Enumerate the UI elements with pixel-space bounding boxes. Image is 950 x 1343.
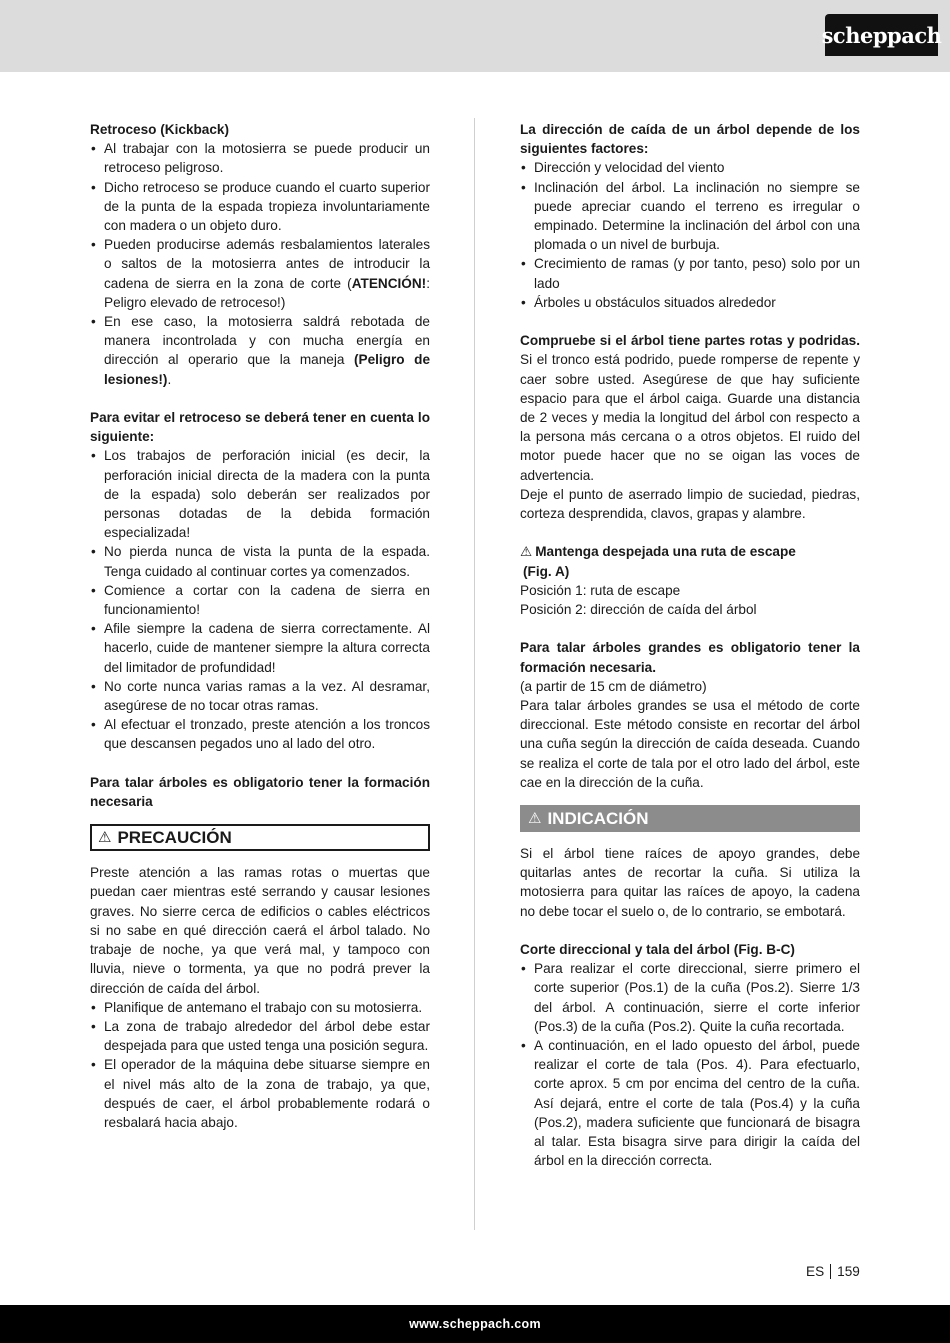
- felling-training-heading: Para talar árboles es obligatorio tener la formación necesaria: [90, 774, 430, 810]
- list-item: • El operador de la máquina debe situarse siempre en el nivel más alto de la zona de trabajo, ya que, después de caer, el árbol probablemente rodará o resbalará hacia abajo.: [91, 1057, 430, 1130]
- position-2-text: Posición 2: dirección de caída del árbol: [520, 602, 757, 618]
- caution-box: [90, 824, 430, 851]
- clean-cut-paragraph: Deje el punto de aserrado limpio de suciedad, piedras, corteza desprendida, clavos, grapas y alambre.: [520, 486, 860, 522]
- list-item: • Pueden producirse además resbalamientos laterales o saltos de la motosierra antes de introducir la cadena de sierra en la zona de corte (ATENCIÓN!: Peligro elevado de retroceso!): [91, 237, 430, 310]
- large-trees-diameter: (a partir de 15 cm de diámetro): [520, 678, 707, 694]
- list-item: • Para realizar el corte direccional, sierre primero el corte superior (Pos.1) de la cuña (Pos.2). Sierre 1/3 del árbol. A continuación, sierre el corte inferior (Pos.3) de la cuña (Pos.2). Quite la cuña recortada.: [521, 961, 860, 1034]
- warning-triangle-icon: ⚠: [528, 809, 542, 827]
- position-1-text: Posición 1: ruta de escape: [520, 582, 681, 598]
- directional-cut-list: [520, 959, 860, 1170]
- list-item: • Al efectuar el tronzado, preste atención a los troncos que descansen pegados uno al lado del otro.: [91, 717, 430, 752]
- fall-direction-heading: La dirección de caída de un árbol depende de los siguientes factores:: [520, 122, 860, 157]
- large-trees-heading: Para talar árboles grandes es obligatorio tener la formación necesaria.: [520, 640, 860, 675]
- list-item: • Comience a cortar con la cadena de sierra en funcionamiento!: [91, 582, 430, 618]
- directional-cut-heading: Corte direccional y tala del árbol (Fig. B-C): [520, 942, 795, 958]
- list-item: • No corte nunca varias ramas a la vez. Al desramar, asegúrese de no tocar otras ramas.: [91, 678, 430, 714]
- list-item: • Árboles u obstáculos situados alrededor: [521, 294, 776, 310]
- footer-band: [0, 1305, 950, 1343]
- list-item: • Los trabajos de perforación inicial (es decir, la perforación inicial directa de la madera con la punta de la espada) solo deberán ser realizados por personas dotadas de la debida formación especializada!: [91, 448, 430, 541]
- list-item: • Afile siempre la cadena de sierra correctamente. Al hacerlo, cuide de mantener siempre la altura correcta del limitador de profundidad!: [91, 621, 430, 675]
- logo-text: scheppach: [821, 22, 942, 48]
- header-band: [0, 0, 950, 72]
- caution-label: PRECAUCIÓN: [117, 828, 232, 848]
- escape-route-figure: (Fig. A): [523, 563, 570, 579]
- website-url: www.scheppach.com: [409, 1317, 541, 1331]
- list-item: • Dirección y velocidad del viento: [521, 160, 725, 176]
- language-code: ES: [806, 1264, 825, 1279]
- note-text: Si el árbol tiene raíces de apoyo grandes, debe quitarlas antes de recortar la cuña. Si utiliza la motosierra para quitar las raíces de apoyo, la cadena no debe tocar el suelo o, de lo contrario, se embotará.: [520, 846, 860, 919]
- list-item: • Crecimiento de ramas (y por tanto, peso) solo por un lado: [521, 256, 860, 291]
- list-item: • Al trabajar con la motosierra se puede producir un retroceso peligroso.: [91, 141, 430, 176]
- caution-text: Preste atención a las ramas rotas o muertas que puedan caer mientras esté serrando y causar lesiones graves. No sierre cerca de edificios o cables eléctricos si no sabe en qué dirección caerá el árbol talado. No trabaje de noche, ya que verá mal, y tampoco con lluvia, nieve o tormenta, ya que no podrá prever la dirección de caída del árbol.: [90, 865, 430, 996]
- page-number: [806, 1264, 860, 1279]
- warning-triangle-icon: ⚠: [98, 829, 112, 847]
- left-column: [90, 120, 430, 1132]
- right-column: [520, 120, 860, 1171]
- kickback-list: [90, 139, 430, 389]
- list-item: • No pierda nunca de vista la punta de la espada. Tenga cuidado al continuar cortes ya comenzados.: [91, 544, 430, 579]
- fall-direction-list: [520, 158, 860, 312]
- page-number-value: 159: [837, 1264, 860, 1279]
- brand-logo: [821, 14, 942, 56]
- list-item: • Planifique de antemano el trabajo con su motosierra.: [91, 999, 423, 1015]
- list-item: • A continuación, en el lado opuesto del árbol, puede realizar el corte de tala (Pos. 4). Para efectuarlo, corte aprox. 5 cm por encima del centro de la cuña. Así dejará, entre el corte de tala (Pos.4) y la cuña (Pos.2), madera suficiente que funcionará de bisagra al talar. Esta bisagra sirve para dirigir la caída del árbol en la dirección correcta.: [521, 1038, 860, 1169]
- escape-route-heading: ⚠ Mantenga despejada una ruta de escape: [520, 544, 796, 560]
- warning-triangle-icon: ⚠: [520, 544, 533, 560]
- avoid-kickback-list: [90, 446, 430, 753]
- caution-list: [90, 998, 430, 1132]
- column-divider: [474, 118, 475, 1230]
- list-item: • Dicho retroceso se produce cuando el cuarto superior de la punta de la espada tropieza involuntariamente con madera o un objeto duro.: [91, 179, 430, 234]
- note-box: [520, 805, 860, 832]
- large-trees-text: Para talar árboles grandes se usa el método de corte direccional. Este método consiste en recortar del árbol una cuña según la dirección de caída deseada. Cuando se realiza el corte de tala por el otro lado del árbol, este cae en la dirección de la cuña.: [520, 698, 860, 790]
- check-tree-paragraph: Compruebe si el árbol tiene partes rotas y podridas. Si el tronco está podrido, puede romperse de repente y caer sobre usted. Asegúrese de que hay suficiente espacio para que el árbol caiga. Guarde una distancia de 2 veces y media la longitud del árbol con respecto a la persona más cercana o a otros objetos. El ruido del motor puede hacer que no se oigan las voces de advertencia.: [520, 333, 860, 483]
- note-label: INDICACIÓN: [547, 808, 649, 828]
- list-item: • La zona de trabajo alrededor del árbol debe estar despejada para que usted tenga una posición segura.: [91, 1018, 430, 1054]
- list-item: • Inclinación del árbol. La inclinación no siempre se puede apreciar cuando el terreno es irregular o empinado. Determine la inclinación del árbol con una plomada o un nivel de burbuja.: [521, 179, 860, 253]
- page-separator: [830, 1264, 831, 1279]
- avoid-kickback-heading: Para evitar el retroceso se deberá tener en cuenta lo siguiente:: [90, 410, 430, 445]
- list-item: • En ese caso, la motosierra saldrá rebotada de manera incontrolada y con mucha energía en dirección al operario que la maneja (Peligro de lesiones!).: [91, 314, 430, 387]
- kickback-heading: Retroceso (Kickback): [90, 122, 230, 137]
